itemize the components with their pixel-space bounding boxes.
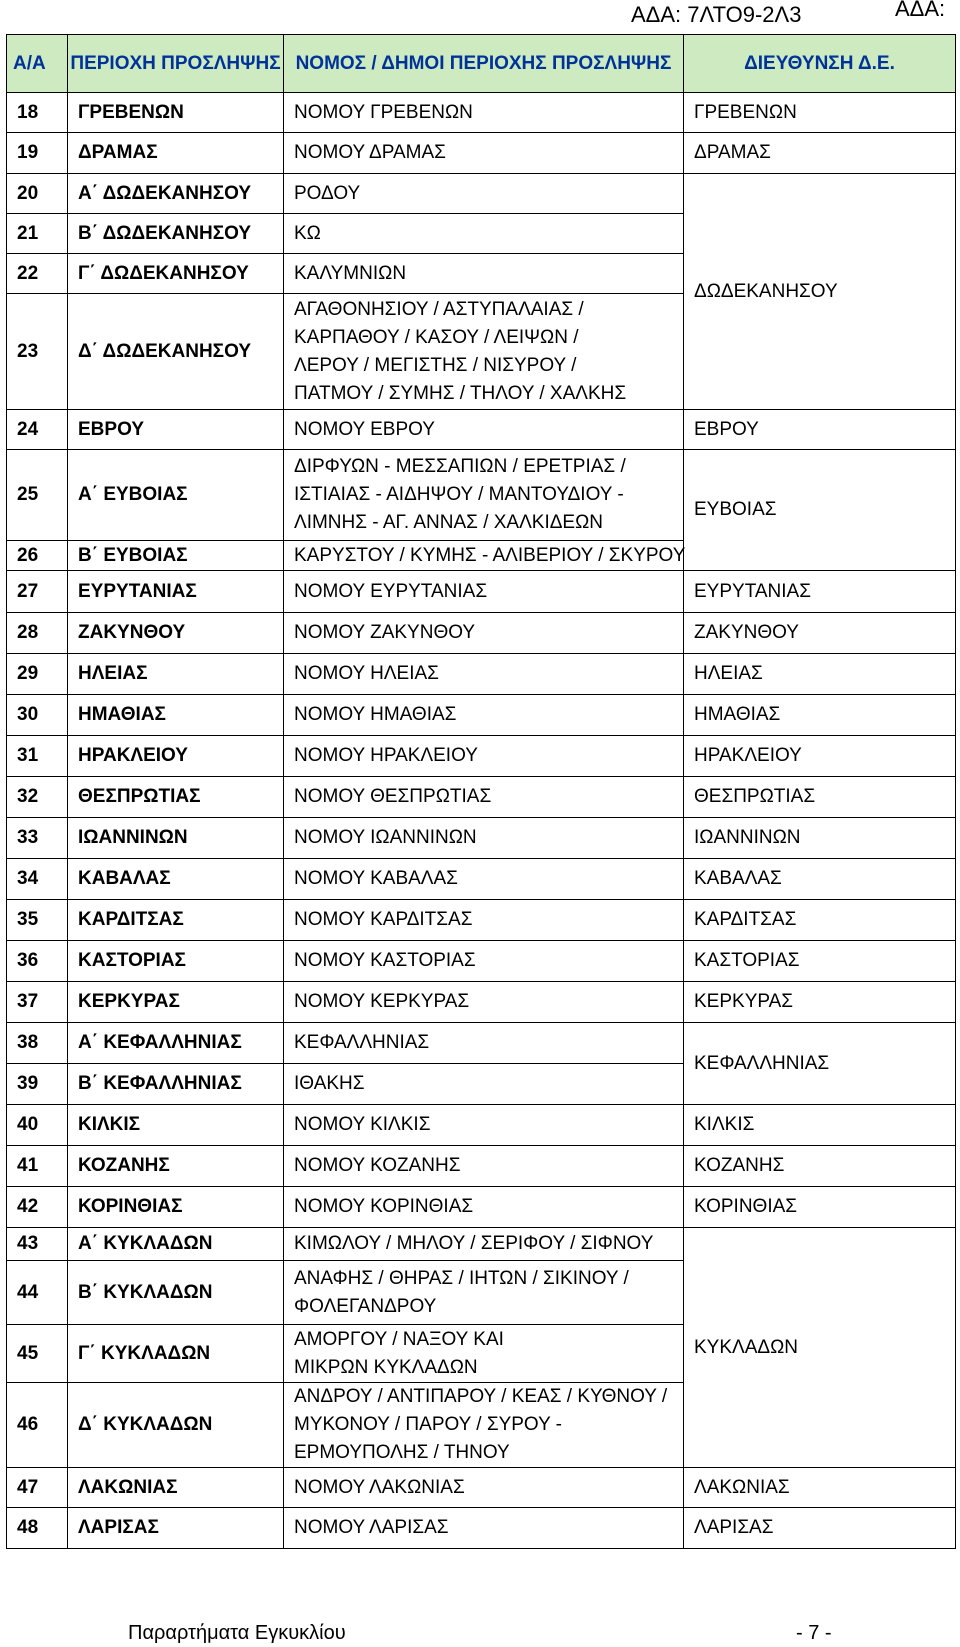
row-area: ΗΛΕΙΑΣ bbox=[68, 654, 284, 695]
row-area: ΖΑΚΥΝΘΟΥ bbox=[68, 613, 284, 654]
row-number: 44 bbox=[7, 1261, 68, 1325]
row-directorate: ΚΑΡΔΙΤΣΑΣ bbox=[684, 900, 956, 941]
row-nomos: ΝΟΜΟΥ ΖΑΚΥΝΘΟΥ bbox=[284, 613, 684, 654]
table-header-row bbox=[7, 35, 956, 93]
row-nomos: ΚΑΛΥΜΝΙΩΝ bbox=[284, 254, 684, 294]
row-number: 25 bbox=[7, 450, 68, 541]
table-row bbox=[7, 900, 956, 941]
row-area: Β΄ ΚΕΦΑΛΛΗΝΙΑΣ bbox=[68, 1064, 284, 1105]
row-directorate: ΔΡΑΜΑΣ bbox=[684, 133, 956, 174]
row-nomos: ΝΟΜΟΥ ΚΑΣΤΟΡΙΑΣ bbox=[284, 941, 684, 982]
row-area: ΚΟΡΙΝΘΙΑΣ bbox=[68, 1187, 284, 1228]
row-nomos: ΚΑΡΥΣΤΟΥ / ΚΥΜΗΣ - ΑΛΙΒΕΡΙΟΥ / ΣΚΥΡΟΥ bbox=[284, 541, 684, 571]
row-number: 26 bbox=[7, 541, 68, 571]
row-directorate: ΕΥΒΟΙΑΣ bbox=[684, 450, 956, 571]
row-area: ΚΑΒΑΛΑΣ bbox=[68, 859, 284, 900]
row-directorate: ΚΟΖΑΝΗΣ bbox=[684, 1146, 956, 1187]
table-row bbox=[7, 571, 956, 613]
row-number: 42 bbox=[7, 1187, 68, 1228]
row-number: 41 bbox=[7, 1146, 68, 1187]
table-row bbox=[7, 450, 956, 541]
table-row bbox=[7, 777, 956, 818]
row-area: ΘΕΣΠΡΩΤΙΑΣ bbox=[68, 777, 284, 818]
footer-title: Παραρτήματα Εγκυκλίου bbox=[128, 1622, 346, 1644]
row-nomos: ΙΘΑΚΗΣ bbox=[284, 1064, 684, 1105]
row-number: 37 bbox=[7, 982, 68, 1023]
table-row bbox=[7, 93, 956, 133]
row-area: Β΄ ΚΥΚΛΑΔΩΝ bbox=[68, 1261, 284, 1325]
row-number: 23 bbox=[7, 294, 68, 410]
row-nomos: ΑΝΑΦΗΣ / ΘΗΡΑΣ / ΙΗΤΩΝ / ΣΙΚΙΝΟΥ / ΦΟΛΕΓΑΝΔΡΟΥ bbox=[284, 1261, 684, 1325]
row-number: 29 bbox=[7, 654, 68, 695]
row-number: 43 bbox=[7, 1228, 68, 1261]
row-nomos: ΔΙΡΦΥΩΝ - ΜΕΣΣΑΠΙΩΝ / ΕΡΕΤΡΙΑΣ / ΙΣΤΙΑΙΑΣ - ΑΙΔΗΨΟΥ / ΜΑΝΤΟΥΔΙΟΥ - ΛΙΜΝΗΣ - ΑΓ. ΑΝΝΑΣ / ΧΑΛΚΙΔΕΩΝ bbox=[284, 450, 684, 541]
row-area: Β΄ ΔΩΔΕΚΑΝΗΣΟΥ bbox=[68, 214, 284, 254]
row-number: 18 bbox=[7, 93, 68, 133]
row-nomos: ΝΟΜΟΥ ΗΛΕΙΑΣ bbox=[284, 654, 684, 695]
row-number: 35 bbox=[7, 900, 68, 941]
table-row bbox=[7, 982, 956, 1023]
row-number: 28 bbox=[7, 613, 68, 654]
row-nomos: ΝΟΜΟΥ ΓΡΕΒΕΝΩΝ bbox=[284, 93, 684, 133]
table-row bbox=[7, 695, 956, 736]
row-area: Α΄ ΚΥΚΛΑΔΩΝ bbox=[68, 1228, 284, 1261]
row-number: 33 bbox=[7, 818, 68, 859]
row-number: 32 bbox=[7, 777, 68, 818]
row-number: 31 bbox=[7, 736, 68, 777]
row-directorate: ΗΜΑΘΙΑΣ bbox=[684, 695, 956, 736]
row-nomos: ΑΝΔΡΟΥ / ΑΝΤΙΠΑΡΟΥ / ΚΕΑΣ / ΚΥΘΝΟΥ / ΜΥΚΟΝΟΥ / ΠΑΡΟΥ / ΣΥΡΟΥ - ΕΡΜΟΥΠΟΛΗΣ / ΤΗΝΟΥ bbox=[284, 1383, 684, 1468]
table-row bbox=[7, 613, 956, 654]
row-area: ΗΜΑΘΙΑΣ bbox=[68, 695, 284, 736]
row-area: ΗΡΑΚΛΕΙΟΥ bbox=[68, 736, 284, 777]
row-number: 19 bbox=[7, 133, 68, 174]
row-number: 27 bbox=[7, 571, 68, 613]
row-nomos: ΝΟΜΟΥ ΚΟΖΑΝΗΣ bbox=[284, 1146, 684, 1187]
table-row bbox=[7, 654, 956, 695]
recruitment-areas-table bbox=[6, 34, 956, 1549]
row-nomos: ΝΟΜΟΥ ΗΜΑΘΙΑΣ bbox=[284, 695, 684, 736]
row-nomos: ΡΟΔΟΥ bbox=[284, 174, 684, 214]
row-area: ΛΑΡΙΣΑΣ bbox=[68, 1508, 284, 1549]
table-row bbox=[7, 1508, 956, 1549]
row-nomos: ΝΟΜΟΥ ΛΑΚΩΝΙΑΣ bbox=[284, 1468, 684, 1508]
row-nomos: ΝΟΜΟΥ ΕΒΡΟΥ bbox=[284, 410, 684, 450]
row-number: 48 bbox=[7, 1508, 68, 1549]
row-directorate: ΓΡΕΒΕΝΩΝ bbox=[684, 93, 956, 133]
row-area: Α΄ ΔΩΔΕΚΑΝΗΣΟΥ bbox=[68, 174, 284, 214]
row-area: Γ΄ ΚΥΚΛΑΔΩΝ bbox=[68, 1325, 284, 1383]
row-number: 22 bbox=[7, 254, 68, 294]
row-area: ΚΑΣΤΟΡΙΑΣ bbox=[68, 941, 284, 982]
row-number: 20 bbox=[7, 174, 68, 214]
table-row bbox=[7, 1228, 956, 1261]
row-area: Β΄ ΕΥΒΟΙΑΣ bbox=[68, 541, 284, 571]
table-row bbox=[7, 941, 956, 982]
page-number: - 7 - bbox=[796, 1622, 832, 1644]
table-row bbox=[7, 1105, 956, 1146]
row-nomos: ΝΟΜΟΥ ΚΙΛΚΙΣ bbox=[284, 1105, 684, 1146]
table-row bbox=[7, 1023, 956, 1064]
row-number: 46 bbox=[7, 1383, 68, 1468]
row-directorate: ΚΕΡΚΥΡΑΣ bbox=[684, 982, 956, 1023]
row-area: ΕΥΡΥΤΑΝΙΑΣ bbox=[68, 571, 284, 613]
row-nomos: ΝΟΜΟΥ ΘΕΣΠΡΩΤΙΑΣ bbox=[284, 777, 684, 818]
row-nomos: ΝΟΜΟΥ ΔΡΑΜΑΣ bbox=[284, 133, 684, 174]
table-row bbox=[7, 133, 956, 174]
header-nomos: ΝΟΜΟΣ / ΔΗΜΟΙ ΠΕΡΙΟΧΗΣ ΠΡΟΣΛΗΨΗΣ bbox=[284, 35, 684, 93]
row-directorate: ΛΑΡΙΣΑΣ bbox=[684, 1508, 956, 1549]
row-directorate: ΚΟΡΙΝΘΙΑΣ bbox=[684, 1187, 956, 1228]
row-nomos: ΑΜΟΡΓΟΥ / ΝΑΞΟΥ ΚΑΙ ΜΙΚΡΩΝ ΚΥΚΛΑΔΩΝ bbox=[284, 1325, 684, 1383]
header-aa: Α/Α bbox=[7, 35, 68, 93]
row-directorate: ΔΩΔΕΚΑΝΗΣΟΥ bbox=[684, 174, 956, 410]
row-directorate: ΚΑΣΤΟΡΙΑΣ bbox=[684, 941, 956, 982]
header-dieuthinsi: ΔΙΕΥΘΥΝΣΗ Δ.Ε. bbox=[684, 35, 956, 93]
row-number: 24 bbox=[7, 410, 68, 450]
row-nomos: ΝΟΜΟΥ ΙΩΑΝΝΙΝΩΝ bbox=[284, 818, 684, 859]
row-area: Γ΄ ΔΩΔΕΚΑΝΗΣΟΥ bbox=[68, 254, 284, 294]
row-area: ΙΩΑΝΝΙΝΩΝ bbox=[68, 818, 284, 859]
row-directorate: ΚΕΦΑΛΛΗΝΙΑΣ bbox=[684, 1023, 956, 1105]
row-nomos: ΝΟΜΟΥ ΚΕΡΚΥΡΑΣ bbox=[284, 982, 684, 1023]
row-area: ΚΙΛΚΙΣ bbox=[68, 1105, 284, 1146]
table-row bbox=[7, 1468, 956, 1508]
row-number: 40 bbox=[7, 1105, 68, 1146]
table-row bbox=[7, 410, 956, 450]
row-directorate: ΗΡΑΚΛΕΙΟΥ bbox=[684, 736, 956, 777]
row-nomos: ΝΟΜΟΥ ΛΑΡΙΣΑΣ bbox=[284, 1508, 684, 1549]
ada-header: ΑΔΑ: 7ΛΤΟ9-2Λ3 bbox=[631, 2, 802, 27]
row-area: ΛΑΚΩΝΙΑΣ bbox=[68, 1468, 284, 1508]
row-nomos: ΑΓΑΘΟΝΗΣΙΟΥ / ΑΣΤΥΠΑΛΑΙΑΣ / ΚΑΡΠΑΘΟΥ / ΚΑΣΟΥ / ΛΕΙΨΩΝ / ΛΕΡΟΥ / ΜΕΓΙΣΤΗΣ / ΝΙΣΥΡΟΥ / ΠΑΤΜΟΥ / ΣΥΜΗΣ / ΤΗΛΟΥ / ΧΑΛΚΗΣ bbox=[284, 294, 684, 410]
row-area: Α΄ ΕΥΒΟΙΑΣ bbox=[68, 450, 284, 541]
row-directorate: ΚΑΒΑΛΑΣ bbox=[684, 859, 956, 900]
row-nomos: ΚΕΦΑΛΛΗΝΙΑΣ bbox=[284, 1023, 684, 1064]
row-area: ΔΡΑΜΑΣ bbox=[68, 133, 284, 174]
row-number: 36 bbox=[7, 941, 68, 982]
row-directorate: ΗΛΕΙΑΣ bbox=[684, 654, 956, 695]
row-nomos: ΝΟΜΟΥ ΚΟΡΙΝΘΙΑΣ bbox=[284, 1187, 684, 1228]
row-area: Δ΄ ΔΩΔΕΚΑΝΗΣΟΥ bbox=[68, 294, 284, 410]
table-row bbox=[7, 818, 956, 859]
row-number: 34 bbox=[7, 859, 68, 900]
row-area: ΚΑΡΔΙΤΣΑΣ bbox=[68, 900, 284, 941]
row-nomos: ΚΙΜΩΛΟΥ / ΜΗΛΟΥ / ΣΕΡΙΦΟΥ / ΣΙΦΝΟΥ bbox=[284, 1228, 684, 1261]
row-number: 47 bbox=[7, 1468, 68, 1508]
row-directorate: ΘΕΣΠΡΩΤΙΑΣ bbox=[684, 777, 956, 818]
row-number: 39 bbox=[7, 1064, 68, 1105]
row-nomos: ΝΟΜΟΥ ΕΥΡΥΤΑΝΙΑΣ bbox=[284, 571, 684, 613]
row-directorate: ΙΩΑΝΝΙΝΩΝ bbox=[684, 818, 956, 859]
table-row bbox=[7, 859, 956, 900]
row-number: 21 bbox=[7, 214, 68, 254]
row-number: 45 bbox=[7, 1325, 68, 1383]
row-area: ΓΡΕΒΕΝΩΝ bbox=[68, 93, 284, 133]
row-area: ΚΟΖΑΝΗΣ bbox=[68, 1146, 284, 1187]
row-number: 30 bbox=[7, 695, 68, 736]
row-directorate: ΛΑΚΩΝΙΑΣ bbox=[684, 1468, 956, 1508]
row-number: 38 bbox=[7, 1023, 68, 1064]
row-nomos: ΚΩ bbox=[284, 214, 684, 254]
row-area: Δ΄ ΚΥΚΛΑΔΩΝ bbox=[68, 1383, 284, 1468]
row-nomos: ΝΟΜΟΥ ΚΑΒΑΛΑΣ bbox=[284, 859, 684, 900]
row-directorate: ΕΒΡΟΥ bbox=[684, 410, 956, 450]
ada-corner-label: ΑΔΑ: bbox=[895, 0, 946, 21]
row-directorate: ΖΑΚΥΝΘΟΥ bbox=[684, 613, 956, 654]
row-nomos: ΝΟΜΟΥ ΗΡΑΚΛΕΙΟΥ bbox=[284, 736, 684, 777]
header-area: ΠΕΡΙΟΧΗ ΠΡΟΣΛΗΨΗΣ bbox=[68, 35, 284, 93]
table-row bbox=[7, 736, 956, 777]
row-directorate: ΚΥΚΛΑΔΩΝ bbox=[684, 1228, 956, 1468]
row-directorate: ΚΙΛΚΙΣ bbox=[684, 1105, 956, 1146]
row-area: ΕΒΡΟΥ bbox=[68, 410, 284, 450]
table-row bbox=[7, 1146, 956, 1187]
row-directorate: ΕΥΡΥΤΑΝΙΑΣ bbox=[684, 571, 956, 613]
row-area: Α΄ ΚΕΦΑΛΛΗΝΙΑΣ bbox=[68, 1023, 284, 1064]
table-row bbox=[7, 174, 956, 214]
row-area: ΚΕΡΚΥΡΑΣ bbox=[68, 982, 284, 1023]
table-row bbox=[7, 1187, 956, 1228]
row-nomos: ΝΟΜΟΥ ΚΑΡΔΙΤΣΑΣ bbox=[284, 900, 684, 941]
